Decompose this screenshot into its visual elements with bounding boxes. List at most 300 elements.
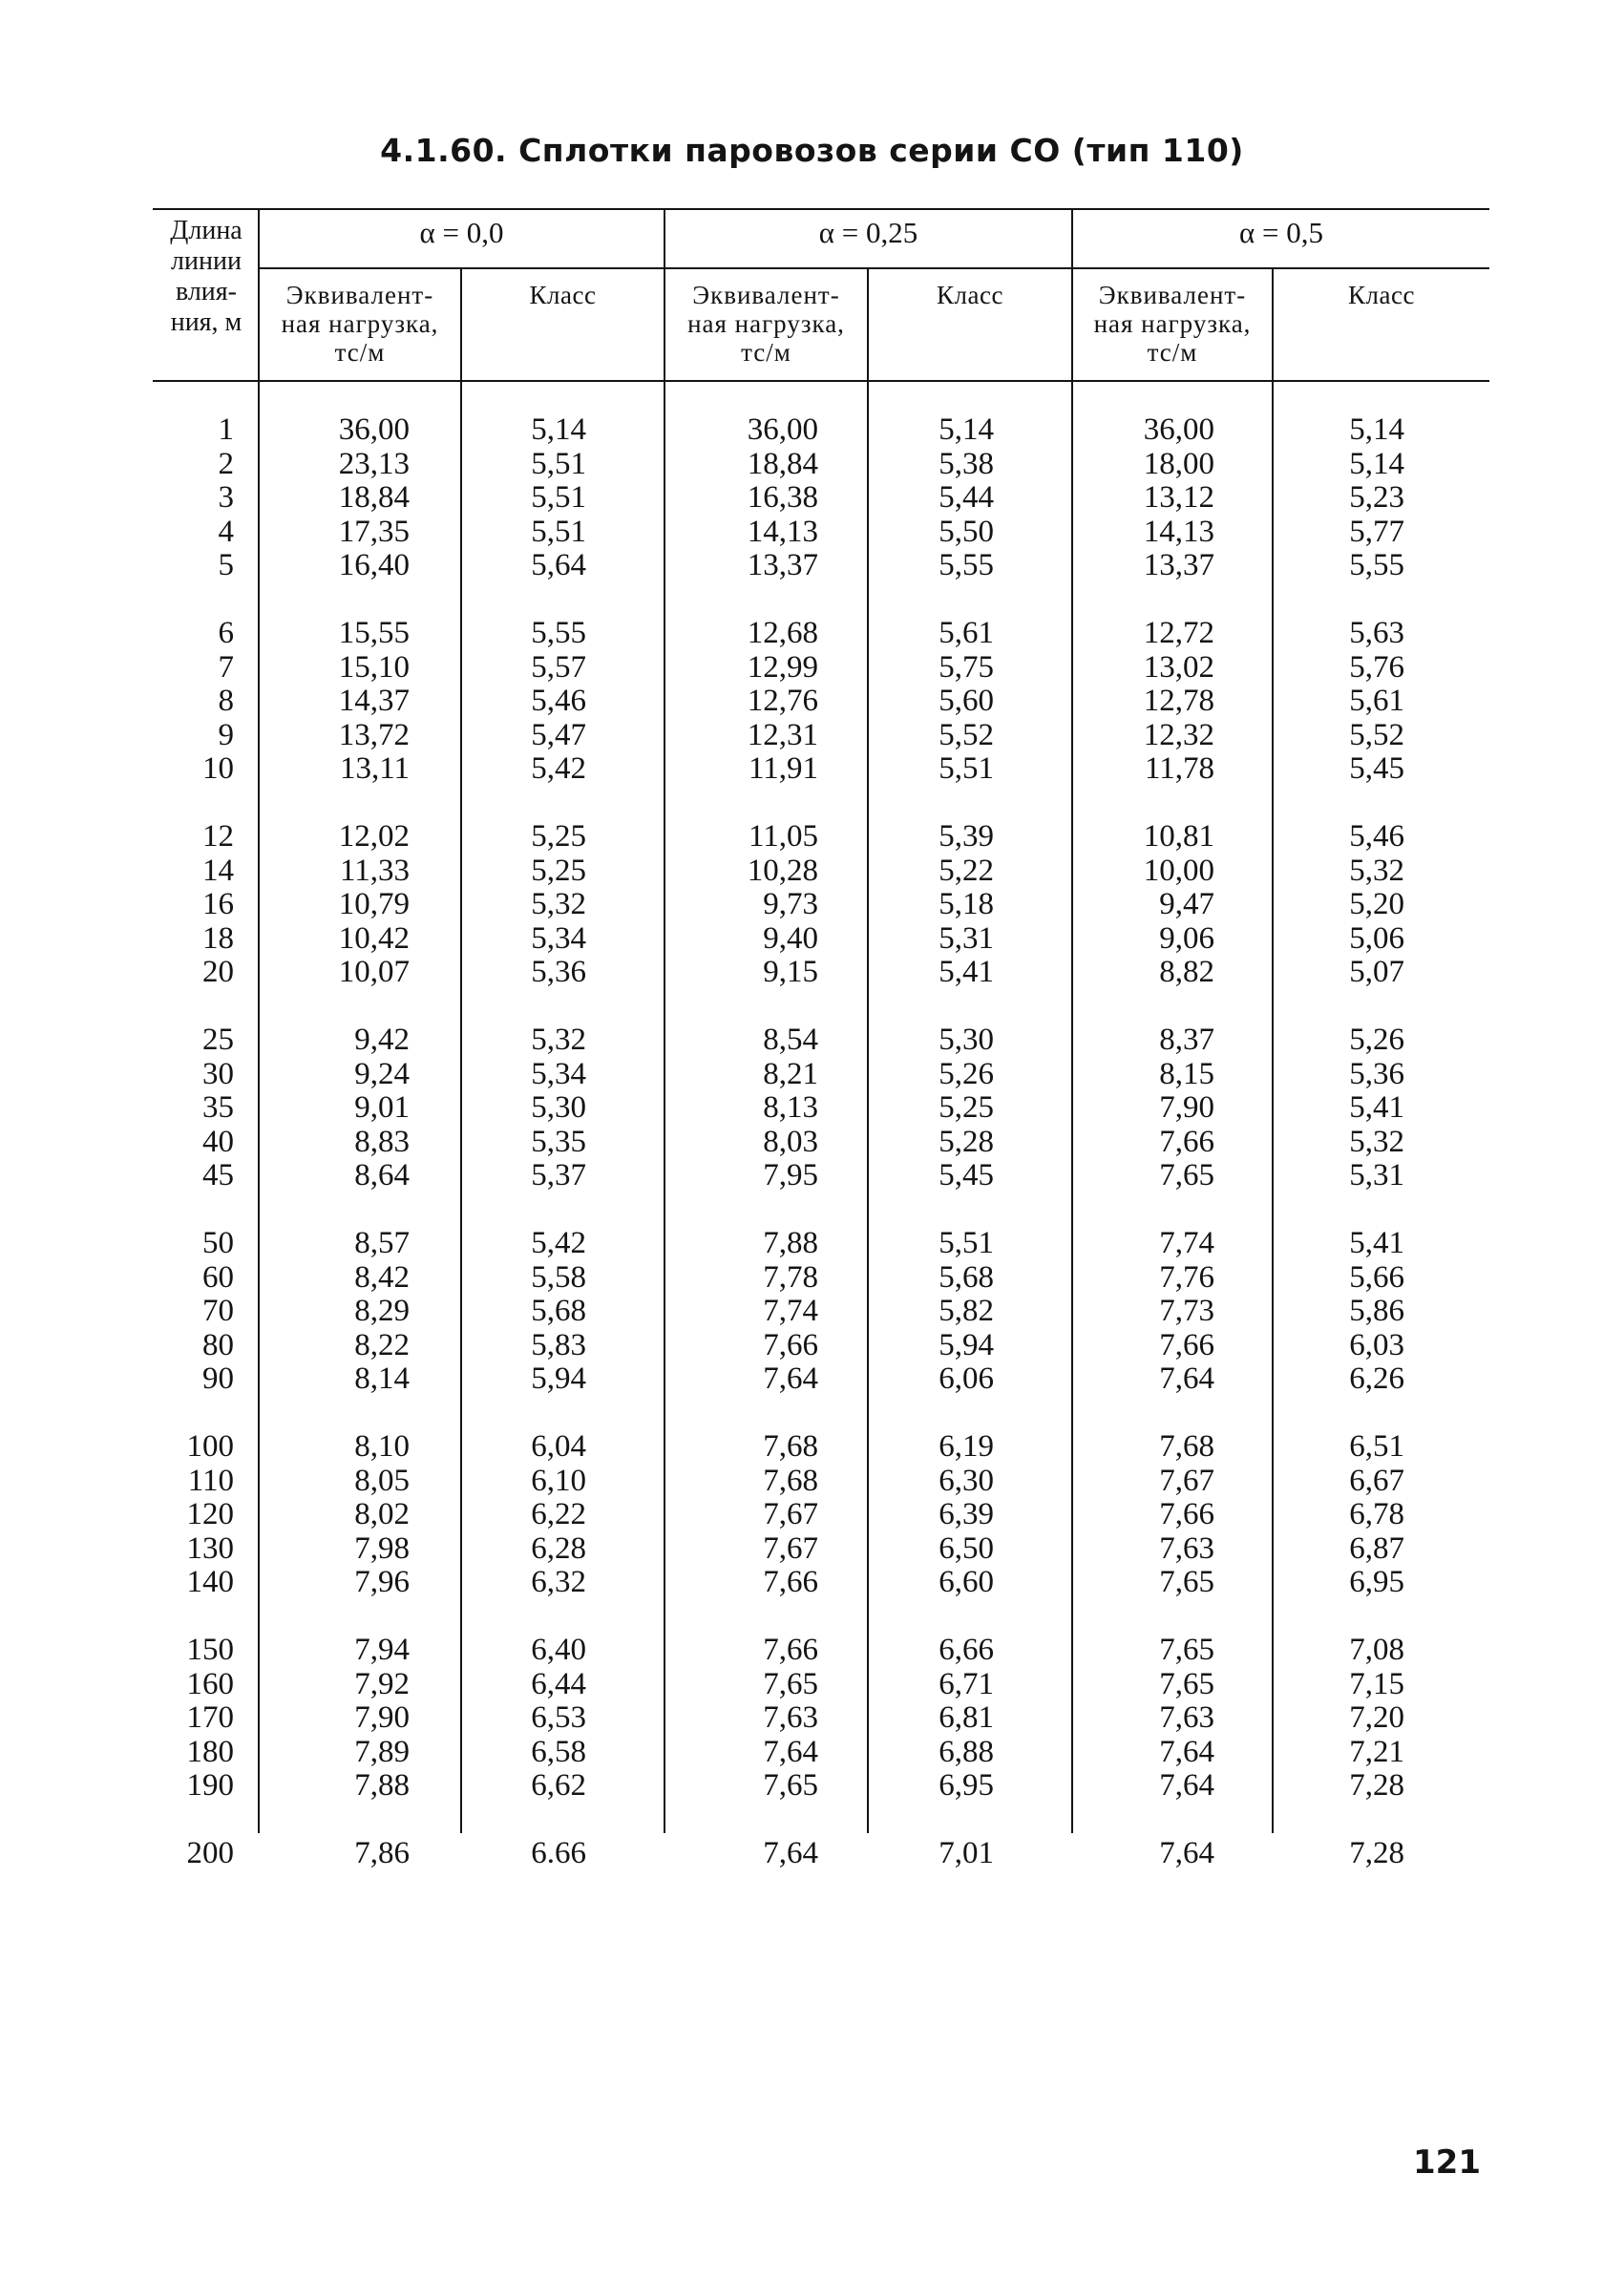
- group-spacer: [869, 1600, 994, 1635]
- length-cell: 45: [202, 1158, 234, 1192]
- length-cell: 180: [186, 1734, 234, 1769]
- group-spacer: [153, 1804, 234, 1838]
- load-a05-cell: 7,66: [1159, 1327, 1214, 1362]
- group-spacer: [665, 787, 818, 821]
- class-a05-cell: 5,26: [1349, 1023, 1404, 1057]
- class-a05-cell: 7,15: [1349, 1666, 1404, 1701]
- load-a0-cell: 8,57: [354, 1226, 410, 1260]
- load-a05-cell: 8,37: [1159, 1023, 1214, 1057]
- load-a05-cell: 13,02: [1143, 649, 1214, 685]
- class-a025-cell: 6,81: [939, 1700, 994, 1735]
- group-spacer: [462, 990, 586, 1024]
- page-number: 121: [1413, 2143, 1481, 2182]
- length-cell: 60: [202, 1259, 234, 1295]
- class-a025-cell: 5,22: [939, 853, 994, 888]
- column-class-a0: [462, 413, 586, 1871]
- class-a0-cell: 5,37: [531, 1158, 586, 1192]
- class-a05-cell: 7,21: [1349, 1734, 1404, 1769]
- load-a025-cell: 12,68: [747, 616, 818, 650]
- group-spacer: [260, 1804, 410, 1838]
- load-a0-cell: 7,98: [354, 1530, 410, 1566]
- class-a025-cell: 6,88: [939, 1734, 994, 1769]
- length-cell: 3: [218, 480, 234, 515]
- group-spacer: [869, 1397, 994, 1431]
- load-a025-cell: 13,37: [747, 548, 818, 582]
- load-a025-cell: 12,76: [747, 684, 818, 718]
- load-a0-cell: 8,22: [354, 1327, 410, 1362]
- group-spacer: [153, 1193, 234, 1228]
- column-length: [153, 413, 234, 1871]
- length-cell: 14: [202, 853, 234, 888]
- group-spacer: [153, 1397, 234, 1431]
- group-spacer: [869, 583, 994, 618]
- class-a05-cell: 5,07: [1349, 955, 1404, 989]
- load-a025-cell: 8,13: [763, 1090, 818, 1125]
- load-a0-cell: 12,02: [338, 819, 410, 854]
- load-header-a025: [665, 281, 867, 367]
- class-a05-cell: 5,86: [1349, 1294, 1404, 1328]
- class-a05-cell: 5,66: [1349, 1259, 1404, 1295]
- load-a025-cell: 8,03: [763, 1124, 818, 1159]
- length-cell: 90: [202, 1361, 234, 1396]
- class-a0-cell: 5,51: [531, 480, 586, 515]
- load-a05-cell: 8,82: [1159, 955, 1214, 989]
- load-a05-cell: 11,78: [1144, 751, 1214, 786]
- load-a025-cell: 7,67: [763, 1530, 818, 1566]
- group-spacer: [1073, 583, 1214, 618]
- group-spacer: [462, 1600, 586, 1635]
- load-a025-cell: 7,66: [763, 1633, 818, 1667]
- group-spacer: [869, 787, 994, 821]
- class-a0-cell: 6,22: [531, 1497, 586, 1531]
- class-a025-cell: 5,28: [939, 1124, 994, 1159]
- class-a0-cell: 6,44: [531, 1666, 586, 1701]
- load-a05-cell: 12,32: [1143, 717, 1214, 752]
- load-a0-cell: 8,64: [354, 1158, 410, 1192]
- group-spacer: [462, 1193, 586, 1228]
- load-a0-cell: 8,14: [354, 1361, 410, 1396]
- load-a0-cell: 10,07: [338, 955, 410, 989]
- class-a0-cell: 5,42: [531, 1226, 586, 1260]
- length-cell: 130: [186, 1530, 234, 1566]
- class-a025-cell: 5,45: [939, 1158, 994, 1192]
- length-cell: 35: [202, 1090, 234, 1125]
- rule-top: [153, 208, 1489, 210]
- class-a05-cell: 7,20: [1349, 1700, 1404, 1735]
- load-a0-cell: 10,79: [338, 887, 410, 921]
- load-a05-cell: 7,76: [1159, 1259, 1214, 1295]
- group-spacer: [462, 787, 586, 821]
- class-a05-cell: 5,76: [1349, 649, 1404, 685]
- length-cell: 170: [186, 1700, 234, 1735]
- class-a025-cell: 5,68: [939, 1259, 994, 1295]
- alpha-0-header: α = 0,0: [419, 216, 504, 249]
- alpha-05-header: α = 0,5: [1239, 216, 1323, 249]
- load-a025-cell: 12,99: [747, 649, 818, 685]
- length-cell: 7: [218, 649, 234, 685]
- group-spacer: [1274, 1397, 1404, 1431]
- class-a0-cell: 5,83: [531, 1327, 586, 1362]
- class-a0-cell: 5,36: [531, 955, 586, 989]
- class-a05-cell: 5,41: [1349, 1090, 1404, 1125]
- load-a05-cell: 7,68: [1159, 1429, 1214, 1464]
- class-a0-cell: 5,55: [531, 616, 586, 650]
- class-a025-cell: 6,95: [939, 1768, 994, 1803]
- class-a0-cell: 5,34: [531, 920, 586, 956]
- class-a025-cell: 6,19: [939, 1429, 994, 1464]
- group-spacer: [1274, 1804, 1404, 1838]
- group-spacer: [1073, 1804, 1214, 1838]
- load-a0-cell: 8,05: [354, 1463, 410, 1498]
- length-cell: 8: [218, 684, 234, 718]
- load-a025-cell: 7,64: [763, 1361, 818, 1396]
- load-a05-cell: 7,65: [1159, 1565, 1214, 1599]
- length-cell: 9: [218, 717, 234, 752]
- load-a0-cell: 14,37: [338, 684, 410, 718]
- group-spacer: [869, 1193, 994, 1228]
- group-spacer: [260, 583, 410, 618]
- class-a025-cell: 5,52: [939, 717, 994, 752]
- class-header-a05: Класс: [1348, 281, 1415, 309]
- load-a0-cell: 9,24: [354, 1056, 410, 1091]
- class-a0-cell: 5,25: [531, 853, 586, 888]
- load-a05-cell: 12,78: [1143, 684, 1214, 718]
- class-a025-cell: 5,41: [939, 955, 994, 989]
- class-a0-cell: 5,42: [531, 751, 586, 786]
- load-a05-cell: 7,73: [1159, 1294, 1214, 1328]
- class-a05-cell: 6,26: [1349, 1361, 1404, 1396]
- class-a025-cell: 5,94: [939, 1327, 994, 1362]
- load-a0-cell: 9,01: [354, 1090, 410, 1125]
- group-spacer: [869, 990, 994, 1024]
- load-a0-cell: 8,83: [354, 1124, 410, 1159]
- class-a025-cell: 5,31: [939, 920, 994, 956]
- rule-header-bottom: [153, 380, 1489, 382]
- load-a05-cell: 7,64: [1159, 1361, 1214, 1396]
- column-class-a025: [869, 413, 994, 1871]
- group-spacer: [1274, 1600, 1404, 1635]
- class-a025-cell: 5,26: [939, 1056, 994, 1091]
- class-a025-cell: 5,18: [939, 887, 994, 921]
- class-a05-cell: 5,14: [1349, 446, 1404, 481]
- length-cell: 6: [218, 616, 234, 650]
- class-a05-cell: 5,32: [1349, 1124, 1404, 1159]
- class-a025-cell: 6,71: [939, 1666, 994, 1701]
- group-spacer: [153, 787, 234, 821]
- load-a05-cell: 36,00: [1143, 412, 1214, 447]
- class-a05-cell: 5,20: [1349, 887, 1404, 921]
- group-spacer: [462, 1397, 586, 1431]
- length-cell: 20: [202, 955, 234, 989]
- class-a025-cell: 7,01: [939, 1836, 994, 1870]
- class-a05-cell: 6,67: [1349, 1463, 1404, 1498]
- class-a05-cell: 7,28: [1349, 1768, 1404, 1803]
- class-a0-cell: 6,10: [531, 1463, 586, 1498]
- load-header-line: Эквивалент-: [285, 281, 434, 309]
- class-a0-cell: 6,32: [531, 1565, 586, 1599]
- class-a025-cell: 6,66: [939, 1633, 994, 1667]
- group-spacer: [1073, 1193, 1214, 1228]
- load-a05-cell: 9,06: [1159, 920, 1214, 956]
- class-a0-cell: 5,35: [531, 1124, 586, 1159]
- class-a0-cell: 6,58: [531, 1734, 586, 1769]
- length-header-line: Длина: [170, 216, 243, 245]
- load-a05-cell: 7,65: [1159, 1666, 1214, 1701]
- load-a025-cell: 7,74: [763, 1294, 818, 1328]
- class-a0-cell: 5,64: [531, 548, 586, 582]
- class-a025-cell: 6,60: [939, 1565, 994, 1599]
- class-a05-cell: 5,36: [1349, 1056, 1404, 1091]
- length-cell: 4: [218, 514, 234, 549]
- influence-line-table: [153, 208, 1489, 1870]
- load-a0-cell: 8,42: [354, 1259, 410, 1295]
- length-cell: 12: [202, 819, 234, 854]
- load-a025-cell: 11,05: [748, 819, 818, 854]
- load-a0-cell: 18,84: [338, 480, 410, 515]
- group-spacer: [665, 1600, 818, 1635]
- load-a025-cell: 7,64: [763, 1836, 818, 1870]
- group-spacer: [665, 1397, 818, 1431]
- length-cell: 70: [202, 1294, 234, 1328]
- class-a05-cell: 5,55: [1349, 548, 1404, 582]
- load-a05-cell: 7,90: [1159, 1090, 1214, 1125]
- length-cell: 190: [186, 1768, 234, 1803]
- load-a025-cell: 7,66: [763, 1565, 818, 1599]
- load-a05-cell: 8,15: [1159, 1056, 1214, 1091]
- class-header-a025: Класс: [937, 281, 1003, 309]
- load-a0-cell: 7,88: [354, 1768, 410, 1803]
- load-header-a05: [1073, 281, 1272, 367]
- load-a05-cell: 7,66: [1159, 1124, 1214, 1159]
- load-header-line: тс/м: [1147, 338, 1198, 367]
- class-a05-cell: 5,41: [1349, 1226, 1404, 1260]
- class-a05-cell: 7,08: [1349, 1633, 1404, 1667]
- group-spacer: [153, 990, 234, 1024]
- load-a05-cell: 9,47: [1159, 887, 1214, 921]
- group-spacer: [260, 1600, 410, 1635]
- group-spacer: [260, 1397, 410, 1431]
- class-a05-cell: 6,78: [1349, 1497, 1404, 1531]
- class-a05-cell: 5,45: [1349, 751, 1404, 786]
- group-spacer: [1274, 583, 1404, 618]
- load-a025-cell: 7,66: [763, 1327, 818, 1362]
- class-a0-cell: 6,28: [531, 1530, 586, 1566]
- length-cell: 50: [202, 1226, 234, 1260]
- column-load-a025: [665, 413, 818, 1871]
- load-a025-cell: 12,31: [747, 717, 818, 752]
- load-a025-cell: 14,13: [747, 514, 818, 549]
- class-a0-cell: 5,30: [531, 1090, 586, 1125]
- load-a025-cell: 16,38: [747, 480, 818, 515]
- load-a0-cell: 13,11: [339, 751, 410, 786]
- load-header-line: Эквивалент-: [692, 281, 840, 309]
- class-a05-cell: 5,63: [1349, 616, 1404, 650]
- load-header-line: Эквивалент-: [1098, 281, 1247, 309]
- class-a025-cell: 5,44: [939, 480, 994, 515]
- load-a025-cell: 7,67: [763, 1497, 818, 1531]
- class-a0-cell: 6,53: [531, 1700, 586, 1735]
- load-header-line: ная нагрузка,: [1093, 309, 1252, 338]
- length-cell: 80: [202, 1327, 234, 1362]
- load-a0-cell: 10,42: [338, 920, 410, 956]
- load-a025-cell: 36,00: [747, 412, 818, 447]
- load-a025-cell: 9,15: [763, 955, 818, 989]
- length-cell: 120: [186, 1497, 234, 1531]
- load-a05-cell: 10,81: [1143, 819, 1214, 854]
- class-a025-cell: 5,50: [939, 514, 994, 549]
- column-load-a05: [1073, 413, 1214, 1871]
- class-a025-cell: 6,30: [939, 1463, 994, 1498]
- length-cell: 10: [202, 751, 234, 786]
- class-a0-cell: 5,32: [531, 1023, 586, 1057]
- length-header: [153, 216, 260, 338]
- load-a025-cell: 7,68: [763, 1463, 818, 1498]
- load-a05-cell: 13,12: [1143, 480, 1214, 515]
- class-a025-cell: 5,38: [939, 446, 994, 481]
- class-a05-cell: 5,77: [1349, 514, 1404, 549]
- class-a0-cell: 6.66: [531, 1836, 586, 1870]
- group-spacer: [869, 1804, 994, 1838]
- group-spacer: [1073, 990, 1214, 1024]
- class-a0-cell: 5,58: [531, 1259, 586, 1295]
- load-a0-cell: 7,89: [354, 1734, 410, 1769]
- load-a025-cell: 7,65: [763, 1768, 818, 1803]
- load-a0-cell: 7,92: [354, 1666, 410, 1701]
- load-a05-cell: 7,64: [1159, 1768, 1214, 1803]
- class-a0-cell: 6,40: [531, 1633, 586, 1667]
- class-a0-cell: 5,51: [531, 446, 586, 481]
- length-cell: 1: [218, 412, 234, 447]
- length-cell: 30: [202, 1056, 234, 1091]
- load-a05-cell: 7,65: [1159, 1158, 1214, 1192]
- load-a05-cell: 7,63: [1159, 1700, 1214, 1735]
- load-a05-cell: 7,64: [1159, 1836, 1214, 1870]
- load-a0-cell: 13,72: [338, 717, 410, 752]
- load-a05-cell: 10,00: [1143, 853, 1214, 888]
- length-header-line: влия-: [175, 277, 237, 306]
- class-a0-cell: 5,94: [531, 1361, 586, 1396]
- class-a025-cell: 6,50: [939, 1530, 994, 1566]
- class-a05-cell: 7,28: [1349, 1836, 1404, 1870]
- class-a0-cell: 5,46: [531, 684, 586, 718]
- load-a025-cell: 7,95: [763, 1158, 818, 1192]
- length-cell: 200: [186, 1836, 234, 1870]
- load-a025-cell: 18,84: [747, 446, 818, 481]
- class-a025-cell: 5,60: [939, 684, 994, 718]
- length-cell: 160: [186, 1666, 234, 1701]
- group-spacer: [153, 583, 234, 618]
- load-a05-cell: 7,67: [1159, 1463, 1214, 1498]
- class-a0-cell: 5,32: [531, 887, 586, 921]
- class-a05-cell: 5,31: [1349, 1158, 1404, 1192]
- load-a0-cell: 7,96: [354, 1565, 410, 1599]
- column-class-a05: [1274, 413, 1404, 1871]
- class-a025-cell: 5,39: [939, 819, 994, 854]
- load-a0-cell: 15,10: [338, 649, 410, 685]
- load-a0-cell: 8,29: [354, 1294, 410, 1328]
- load-header-line: ная нагрузка,: [281, 309, 439, 338]
- load-a0-cell: 16,40: [338, 548, 410, 582]
- class-a025-cell: 5,51: [939, 751, 994, 786]
- load-a05-cell: 13,37: [1143, 548, 1214, 582]
- class-a025-cell: 5,75: [939, 649, 994, 685]
- class-a0-cell: 5,68: [531, 1294, 586, 1328]
- load-a0-cell: 8,10: [354, 1429, 410, 1464]
- group-spacer: [1274, 990, 1404, 1024]
- load-a0-cell: 7,90: [354, 1700, 410, 1735]
- length-cell: 150: [186, 1633, 234, 1667]
- class-a025-cell: 5,55: [939, 548, 994, 582]
- class-a0-cell: 5,57: [531, 649, 586, 685]
- length-header-line: ния, м: [170, 307, 243, 337]
- class-a025-cell: 5,82: [939, 1294, 994, 1328]
- load-a05-cell: 7,66: [1159, 1497, 1214, 1531]
- length-cell: 40: [202, 1124, 234, 1159]
- class-a0-cell: 5,47: [531, 717, 586, 752]
- load-a05-cell: 18,00: [1143, 446, 1214, 481]
- group-spacer: [462, 1804, 586, 1838]
- class-a0-cell: 5,51: [531, 514, 586, 549]
- load-a0-cell: 36,00: [338, 412, 410, 447]
- class-a05-cell: 5,46: [1349, 819, 1404, 854]
- class-a05-cell: 6,87: [1349, 1530, 1404, 1566]
- length-cell: 16: [202, 887, 234, 921]
- class-a05-cell: 5,14: [1349, 412, 1404, 447]
- load-a05-cell: 7,74: [1159, 1226, 1214, 1260]
- load-a0-cell: 7,86: [354, 1836, 410, 1870]
- class-a0-cell: 5,25: [531, 819, 586, 854]
- load-a0-cell: 8,02: [354, 1497, 410, 1531]
- load-a05-cell: 7,63: [1159, 1530, 1214, 1566]
- load-a025-cell: 10,28: [747, 853, 818, 888]
- group-spacer: [1073, 1397, 1214, 1431]
- class-header-a0: Класс: [529, 281, 597, 309]
- load-a025-cell: 11,91: [748, 751, 818, 786]
- load-a0-cell: 9,42: [354, 1023, 410, 1057]
- load-a025-cell: 7,68: [763, 1429, 818, 1464]
- group-spacer: [665, 583, 818, 618]
- group-spacer: [260, 1193, 410, 1228]
- class-a025-cell: 5,61: [939, 616, 994, 650]
- load-a05-cell: 7,65: [1159, 1633, 1214, 1667]
- load-a0-cell: 11,33: [339, 853, 410, 888]
- class-a05-cell: 5,06: [1349, 920, 1404, 956]
- load-header-line: тс/м: [334, 338, 386, 367]
- load-a025-cell: 7,78: [763, 1259, 818, 1295]
- group-spacer: [1274, 787, 1404, 821]
- length-cell: 140: [186, 1565, 234, 1599]
- group-spacer: [153, 1600, 234, 1635]
- group-spacer: [462, 583, 586, 618]
- group-spacer: [665, 1804, 818, 1838]
- class-a0-cell: 6,04: [531, 1429, 586, 1464]
- length-cell: 110: [187, 1463, 234, 1498]
- group-spacer: [1274, 1193, 1404, 1228]
- load-a025-cell: 8,21: [763, 1056, 818, 1091]
- class-a025-cell: 5,30: [939, 1023, 994, 1057]
- length-header-line: линии: [171, 246, 242, 276]
- class-a05-cell: 5,52: [1349, 717, 1404, 752]
- group-spacer: [665, 1193, 818, 1228]
- load-header-line: тс/м: [741, 338, 791, 367]
- load-a025-cell: 9,73: [763, 887, 818, 921]
- class-a025-cell: 6,06: [939, 1361, 994, 1396]
- class-a025-cell: 6,39: [939, 1497, 994, 1531]
- group-spacer: [1073, 787, 1214, 821]
- load-a05-cell: 12,72: [1143, 616, 1214, 650]
- length-cell: 18: [202, 920, 234, 956]
- class-a0-cell: 5,34: [531, 1056, 586, 1091]
